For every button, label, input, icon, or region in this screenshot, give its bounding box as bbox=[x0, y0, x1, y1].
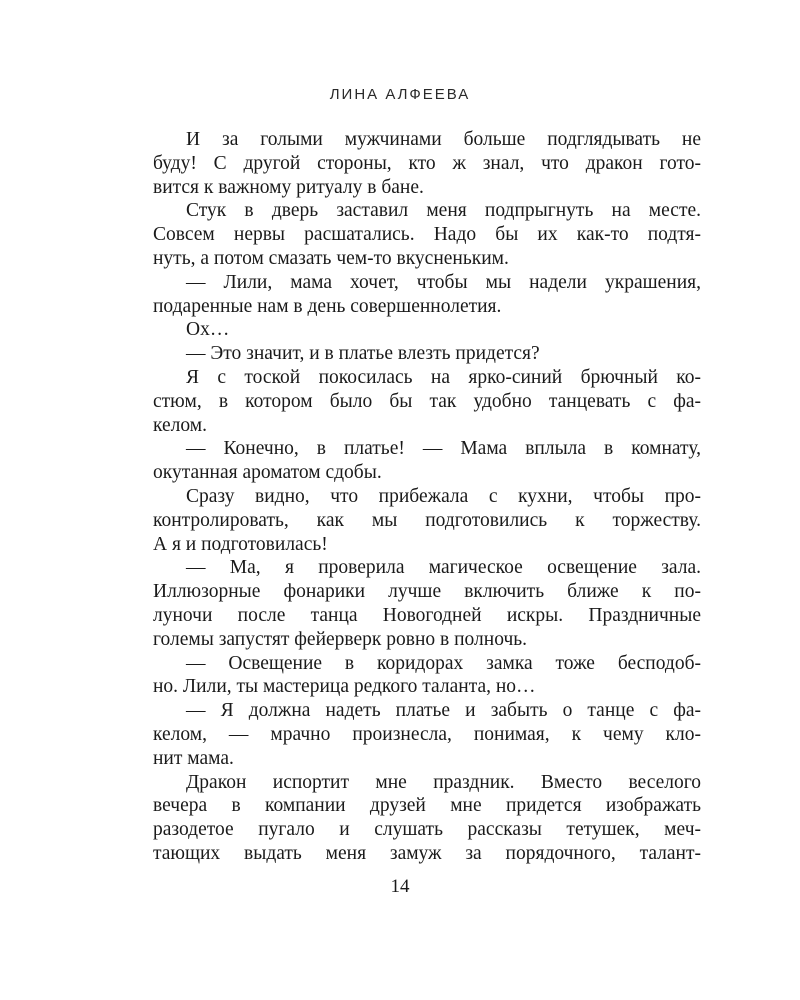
text-line: И за голыми мужчинами больше подглядывать не bbox=[186, 129, 701, 150]
text-line: — Лили, мама хочет, чтобы мы надели украшения, bbox=[186, 271, 701, 293]
page-number: 14 bbox=[390, 876, 410, 897]
text-line: — Освещение в коридорах замка тоже бесподоб- bbox=[186, 652, 701, 674]
text-line: големы запустят фейерверк ровно в полночь. bbox=[153, 628, 528, 650]
running-head: ЛИНА АЛФЕЕВА bbox=[329, 86, 471, 103]
text-line: стюм, в котором было бы так удобно танцевать с фа- bbox=[153, 390, 701, 412]
text-line: Ох… bbox=[186, 319, 230, 341]
text-line: контролировать, как мы подготовились к торжеству. bbox=[153, 509, 701, 531]
text-line: Совсем нервы расшатались. Надо бы их как-то подтя- bbox=[153, 224, 701, 246]
text-line: — Я должна надеть платье и забыть о танце с фа- bbox=[186, 700, 701, 722]
text-line: — Это значит, и в платье влезть придется? bbox=[186, 343, 540, 365]
text-line: — Ма, я проверила магическое освещение зала. bbox=[186, 557, 701, 579]
text-line: вечера в компании друзей мне придется изображать bbox=[153, 795, 701, 817]
text-line: А я и подготовилась! bbox=[153, 533, 328, 555]
text-line: луночи после танца Новогодней искры. Праздничные bbox=[153, 604, 701, 626]
text-line: нит мама. bbox=[153, 747, 234, 769]
text-line: келом. bbox=[153, 414, 207, 436]
text-line: Дракон испортит мне праздник. Вместо веселого bbox=[186, 771, 701, 793]
text-line: Я с тоской покосилась на ярко-синий брючный ко- bbox=[186, 366, 701, 388]
text-line: Иллюзорные фонарики лучше включить ближе к по- bbox=[153, 581, 701, 603]
text-line: окутанная ароматом сдобы. bbox=[153, 462, 382, 484]
text-line: нуть, а потом смазать чем-то вкусненьким. bbox=[153, 247, 509, 269]
text-line: но. Лили, ты мастерица редкого таланта, но… bbox=[153, 676, 536, 698]
text-line: тающих выдать меня замуж за порядочного, талант- bbox=[153, 842, 701, 864]
text-line: Стук в дверь заставил меня подпрыгнуть на месте. bbox=[186, 200, 701, 222]
text-line: разодетое пугало и слушать рассказы тетушек, меч- bbox=[153, 819, 701, 841]
body-text bbox=[153, 128, 701, 866]
text-line: подаренные нам в день совершеннолетия. bbox=[153, 295, 502, 317]
text-line: вится к важному ритуалу в бане. bbox=[153, 176, 424, 198]
text-line: Сразу видно, что прибежала с кухни, чтобы про- bbox=[186, 485, 701, 507]
text-line: буду! С другой стороны, кто ж знал, что дракон гото- bbox=[153, 152, 701, 174]
text-line: — Конечно, в платье! — Мама вплыла в комнату, bbox=[186, 438, 701, 460]
text-line: келом, — мрачно произнесла, понимая, к чему кло- bbox=[153, 723, 701, 745]
